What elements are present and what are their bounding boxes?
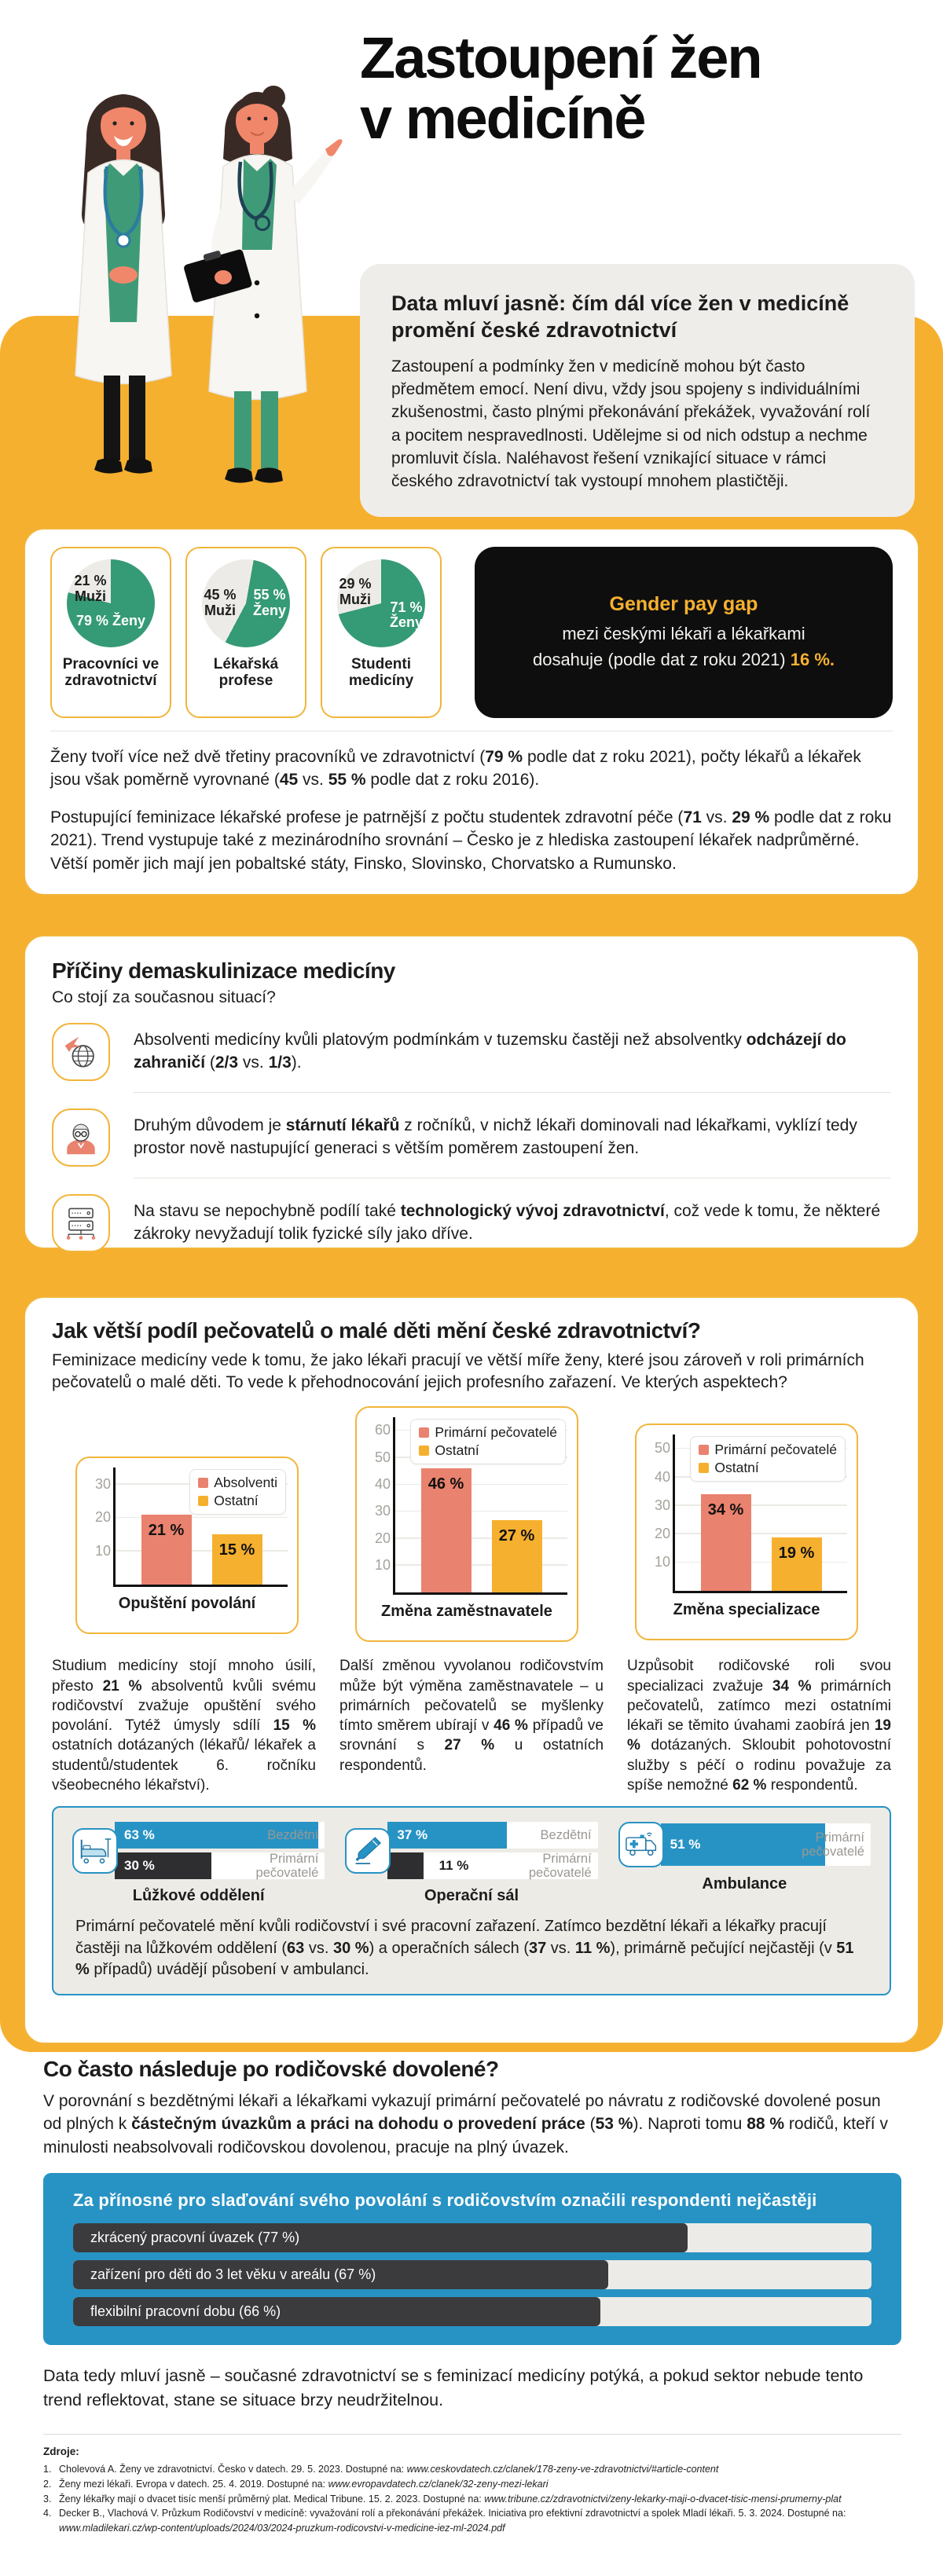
conclusion-paragraph: Data tedy mluví jasně – současné zdravotnictví se s feminizací medicíny potýká, a pokud sektor nebude tento trend reflektovat, stane se situace brzy neudržitelnou. xyxy=(43,2366,864,2409)
plane-globe-icon xyxy=(52,1023,110,1081)
bar-label: Primární pečovatelé xyxy=(528,1851,592,1881)
survey-bar-label: zkrácený pracovní úvazek (77 %) xyxy=(90,2230,300,2246)
after-leave-heading: Co často následuje po rodičovské dovolené? xyxy=(43,2057,499,2081)
column-leaving-profession: Studium medicíny stojí mnoho úsilí, přesto 21 % absolventů kvůli svému rodičovství zvažuje opuštění svého povolání. Tytéž úmysly sdílí 15 % ostatních dotázaných (lékařů/ lékařek a studentů/studentek 6. ročníku všeobecného lékařství). xyxy=(52,1658,317,1794)
causes-subheading: Co stojí za současnou situací? xyxy=(52,988,276,1006)
care-heading: Jak větší podíl pečovatelů o malé děti mění české zdravotnictví? xyxy=(52,1318,701,1343)
chart-changing-specialization xyxy=(635,1424,858,1640)
workplace-group-operating-room xyxy=(345,1822,597,1905)
source-item: Ženy lékařky mají o dvacet tisíc menší průměrný plat. Medical Tribune. 15. 2. 2023. Dostupné na: www.tribune.cz/zdravotnictvi/zeny-lekarky-maji-o-dvacet-tisic-mensi-prumerny-plat xyxy=(59,2493,842,2505)
pie-row xyxy=(50,547,893,718)
caregivers-card xyxy=(24,1296,919,2044)
page-title xyxy=(360,25,918,151)
workplace-caption: Operační sál xyxy=(424,1887,519,1905)
sources-heading: Zdroje: xyxy=(43,2446,79,2458)
causes-card xyxy=(24,935,919,1249)
chart-description-columns xyxy=(52,1656,891,1795)
bar-label: Bezdětní xyxy=(540,1828,592,1843)
intro-box xyxy=(360,264,915,517)
column-changing-employer: Další změnou vyvolanou rodičovstvím může být výměna zaměstnavatele – u primárních pečovatelů se myšlenky tímto směrem ubírají v 46 % případů ve srovnání s 27 % u ostatních respondentů. xyxy=(339,1658,604,1774)
pie-caption: Lékařská profese xyxy=(213,655,279,689)
care-lead: Feminizace medicíny vede k tomu, že jako lékaři pracují ve větší míře ženy, které jsou zároveň v roli primárních pečovatelů o malé děti. To vede k přehodnocování jejich profesního zařazení. Ve kterých aspektech? xyxy=(52,1351,864,1392)
scalpel-icon xyxy=(345,1828,391,1874)
survey-bar-flexible-hours xyxy=(73,2297,871,2326)
source-url: www.ceskovdatech.cz/clanek/178-zeny-ve-zdravotnictvi/#article-content xyxy=(406,2464,719,2475)
source-url: www.evropavdatech.cz/clanek/32-zeny-mezi-lekari xyxy=(328,2478,549,2490)
chart-leaving-profession xyxy=(75,1457,299,1634)
cause-text: Na stavu se nepochybně podílí také technologický vývoj zdravotnictví, což vede k tomu, že některé zákroky nevyžadují tolik fyzické síly jako dříve. xyxy=(134,1202,881,1243)
survey-bar-childcare-facility xyxy=(73,2260,871,2289)
bar-operating-childless xyxy=(387,1822,597,1849)
cause-item-technology xyxy=(52,1194,891,1252)
source-url: www.tribune.cz/zdravotnictvi/zeny-lekarky-maji-o-dvacet-tisic-mensi-prumerny-plat xyxy=(484,2493,842,2505)
chart-caption: Změna zaměstnavatele xyxy=(381,1603,552,1621)
workplace-caption: Lůžkové oddělení xyxy=(132,1887,265,1905)
divider xyxy=(43,2434,901,2435)
source-item: Decker B., Vlachová V. Průzkum Rodičovství v medicíně: vyvažování rolí a překonávání překážek. Iniciativa pro efektivní zdravotnictví a spolek Mladí lékaři. 5. 3. 2024. Dostupné na: www.mladilekari.cz/wp-content/uploads/2024/03/2024-pruzkum-rodicovstvi-v-medicine-iez-ml-2024.pdf xyxy=(59,2508,846,2534)
page-title-line1: Zastoupení žen xyxy=(360,25,761,90)
bar-value: 51 % xyxy=(670,1837,701,1852)
cause-item-emigration xyxy=(52,1023,891,1081)
pie-chart-medical-students: 29 % Muži 71 % Ženy Studenti medicíny xyxy=(321,547,442,718)
bar-value: 37 % xyxy=(397,1827,428,1843)
workplace-box xyxy=(52,1806,891,1995)
survey-bar-shorter-hours xyxy=(73,2223,871,2252)
workplace-group-inpatient xyxy=(72,1822,325,1905)
doctors-illustration xyxy=(20,39,350,511)
intro-body: Zastoupení a podmínky žen v medicíně mohou být často předmětem emocí. Není divu, vždy jsou spojeny s individuálními zkušenostmi, často plnými překonávání překážek, vyvažování rolí a pocitem nespravedlnosti. Udělejme si od nich odstup a nechme promluvit čísla. Naléhavost řešení vznikající situace v rámci českého zdravotnictví tak vystoupí mnohem plastičtěji. xyxy=(391,357,871,491)
pie-caption: Studenti medicíny xyxy=(348,655,414,689)
after-leave-section xyxy=(43,2057,901,2536)
bar-value: 30 % xyxy=(124,1858,155,1874)
bar-value: 63 % xyxy=(124,1827,155,1843)
cause-item-aging xyxy=(52,1108,891,1167)
pie-chart-healthcare-workers: 21 % Muži 79 % Ženy Pracovníci ve zdravotnictví xyxy=(50,547,171,718)
source-item: Cholevová A. Ženy ve zdravotnictví. Česko v datech. 29. 5. 2023. Dostupné na: www.ceskovdatech.cz/clanek/178-zeny-ve-zdravotnictvi/#article-content xyxy=(59,2464,719,2475)
intro-heading: Data mluví jasně: čím dál více žen v medicíně promění české zdravotnictví xyxy=(391,291,849,342)
bar-charts-row xyxy=(52,1406,891,1643)
survey-results-box xyxy=(43,2173,901,2345)
paragraph-feminization: Postupující feminizace lékařské profese je patrnější z počtu studentek zdravotní péče (71 vs. 29 % podle dat z roku 2021). Trend vystupuje také z mezinárodního srovnání – Česko je z hlediska zastoupení lékařek nadprůměrné. Větší poměr jich mají jen pobaltské státy, Finsko, Slovinsko, Chorvatsko a Rumunsko. xyxy=(50,808,892,873)
bar-value: 11 % xyxy=(438,1858,469,1874)
chart-plot: 10 20 30 40 50 34 % 19 % Primární pečovatelé Ostatní xyxy=(673,1435,847,1593)
bar-inpatient-childless xyxy=(115,1822,325,1849)
pie-caption: Pracovníci ve zdravotnictví xyxy=(62,655,160,689)
bar-operating-caregivers xyxy=(387,1852,597,1879)
chart-plot: 10 20 30 40 50 60 46 % 27 % Primární pečovatelé Ostatní xyxy=(393,1417,567,1595)
source-url: www.mladilekari.cz/wp-content/uploads/2024/03/2024-pruzkum-rodicovstvi-v-medicine-iez-ml-2024.pdf xyxy=(59,2523,505,2534)
bar-inpatient-caregivers xyxy=(115,1852,325,1879)
pie-chart-medical-profession: 45 % Muži 55 % Ženy Lékařská profese xyxy=(185,547,306,718)
ambulance-icon xyxy=(618,1822,664,1867)
gender-pay-gap-box xyxy=(475,547,893,718)
sources-list xyxy=(43,2462,901,2536)
medical-technology-icon xyxy=(52,1194,110,1252)
survey-bar-label: zařízení pro děti do 3 let věku v areálu (67 %) xyxy=(90,2266,376,2283)
elderly-person-icon xyxy=(52,1108,110,1167)
chart-caption: Změna specializace xyxy=(673,1601,820,1619)
pay-gap-title: Gender pay gap xyxy=(609,592,758,615)
paragraph-workforce: Ženy tvoří více než dvě třetiny pracovníků ve zdravotnictví (79 % podle dat z roku 2021), počty lékařů a lékařek jsou však poměrně vyrovnané (45 vs. 55 % podle dat z roku 2016). xyxy=(50,748,861,790)
survey-bar-label: flexibilní pracovní dobu (66 %) xyxy=(90,2303,281,2320)
bar-label: Primární pečovatelé xyxy=(802,1830,864,1860)
hospital-bed-icon xyxy=(72,1828,118,1874)
workplace-note: Primární pečovatelé mění kvůli rodičovství i své pracovní zařazení. Zatímco bezdětní lékaři a lékařky pracují častěji na lůžkovém oddělení (63 vs. 30 %) a operačních sálech (37 vs. 11 %), primárně pečující nejčastěji (v 51 % případů) uvádějí působení v ambulanci. xyxy=(75,1918,854,1979)
pay-gap-line2: mezi českými lékaři a lékařkami xyxy=(562,623,805,643)
pay-gap-line3: dosahuje (podle dat z roku 2021) 16 %. xyxy=(532,649,835,669)
chart-caption: Opuštění povolání xyxy=(118,1595,256,1613)
cause-text: Absolventi medicíny kvůli platovým podmínkám v tuzemsku častěji než absolventky odcházejí do zahraničí (2/3 vs. 1/3). xyxy=(134,1031,846,1072)
sources-section xyxy=(43,2446,901,2536)
statistics-card xyxy=(24,528,919,896)
workplace-caption: Ambulance xyxy=(702,1875,787,1893)
cause-text: Druhým důvodem je stárnutí lékařů z ročníků, v nichž lékaři dominovali nad lékařkami, vyklízí tedy prostor nově nastupující generaci s větším poměrem zastoupení žen. xyxy=(134,1116,857,1157)
chart-changing-employer xyxy=(355,1406,578,1642)
bar-ambulance-caregivers xyxy=(661,1823,871,1866)
divider xyxy=(134,1092,891,1093)
chart-plot: 10 20 30 21 % 15 % Absolventi Ostatní xyxy=(113,1468,288,1587)
bar-label: Bezdětní xyxy=(267,1828,319,1843)
bar-label: Primární pečovatelé xyxy=(255,1851,319,1881)
pay-gap-value: 16 %. xyxy=(790,649,835,669)
after-leave-body: V porovnání s bezdětnými lékaři a lékařkami vykazují primární pečovatelé po návratu z rodičovské dovolené posun od plných k částečným úvazkům a práci na dohodu o provedení práce (53 %). Naproti tomu 88 % rodičů, kteří v minulosti neabsolvovali rodičovskou dovolenou, pracuje na plný úvazek. xyxy=(43,2092,888,2156)
causes-heading: Příčiny demaskulinizace medicíny xyxy=(52,958,395,983)
page-title-line2: v medicíně xyxy=(360,85,645,151)
workplace-group-ambulance xyxy=(618,1822,871,1905)
source-item: Ženy mezi lékaři. Evropa v datech. 25. 4. 2019. Dostupné na: www.evropavdatech.cz/clanek/32-zeny-mezi-lekari xyxy=(59,2478,549,2490)
column-changing-specialization: Uzpůsobit rodičovské roli svou specializaci zvažuje 34 % primárních pečovatelů, zatímco mezi ostatními lékaři se těmito úvahami zaobírá jen 19 % dotázaných. Skloubit pohotovostní služby s péčí o rodinu považuje za spíše nemožné 62 % respondentů. xyxy=(627,1658,891,1794)
survey-box-heading: Za přínosné pro slaďování svého povolání s rodičovstvím označili respondenti nejčastěji xyxy=(73,2190,817,2211)
